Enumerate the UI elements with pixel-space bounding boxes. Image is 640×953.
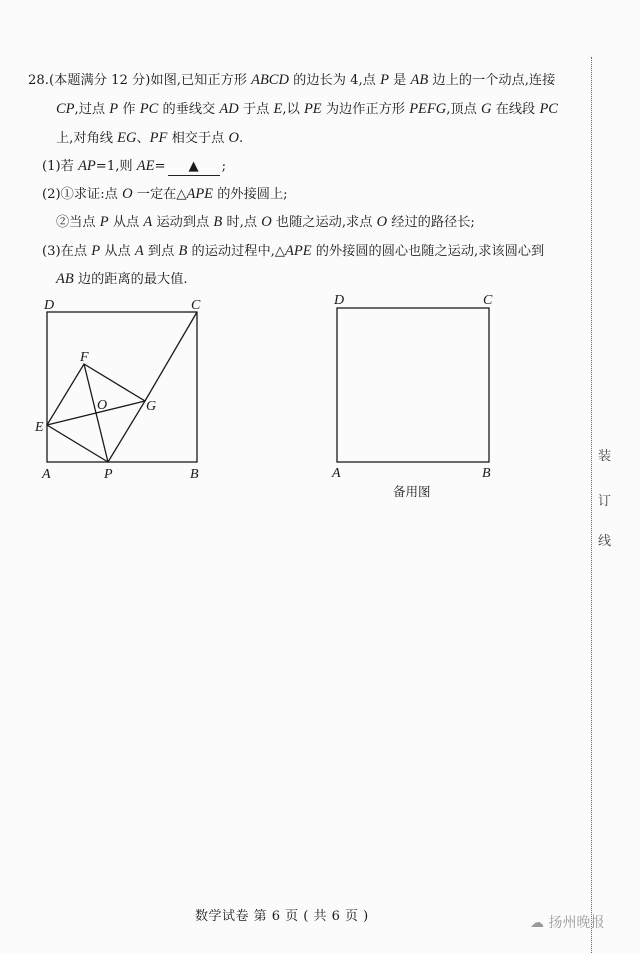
- math: O: [261, 214, 272, 230]
- math: PEFG: [409, 101, 447, 117]
- text: 的垂线交: [158, 102, 220, 117]
- label-F: F: [80, 350, 89, 365]
- text: ,过点: [74, 102, 110, 117]
- text: 从点: [100, 244, 135, 259]
- watermark: [530, 912, 604, 932]
- answer-blank: ▲: [168, 159, 220, 176]
- wechat-icon: ☁: [530, 915, 549, 931]
- text: 在线段: [491, 102, 540, 117]
- text: 上,对角线: [56, 131, 118, 146]
- math: EG: [117, 130, 137, 146]
- spare-label-B: B: [482, 466, 491, 481]
- label-G: G: [146, 399, 157, 414]
- math: P: [91, 243, 101, 259]
- diagonal-PF: [84, 364, 108, 462]
- math: AD: [219, 101, 239, 117]
- math: P: [99, 214, 109, 230]
- text: 的外接圆的圆心也随之运动,求该圆心到: [311, 244, 545, 259]
- text: 的外接圆上;: [213, 187, 288, 202]
- text: 是: [388, 73, 411, 88]
- text: 的运动过程中,△: [187, 244, 286, 259]
- question-number: 28.: [28, 73, 49, 88]
- text: 从点: [108, 215, 144, 230]
- math: PC: [539, 101, 558, 117]
- text: 作: [118, 102, 140, 117]
- label-O: O: [97, 398, 108, 413]
- text: 为边作正方形: [321, 102, 410, 117]
- text: .: [239, 131, 244, 146]
- text: ,以: [282, 102, 304, 117]
- text: 边上的一个动点,连接: [428, 73, 556, 88]
- segment-GC: [145, 312, 197, 401]
- math: O: [228, 130, 240, 146]
- text: 边的距离的最大值.: [73, 272, 188, 287]
- text: 相交于点: [167, 131, 229, 146]
- spare-label-D: D: [334, 293, 345, 308]
- math: E: [273, 101, 283, 117]
- text: 经过的路径长;: [387, 215, 475, 230]
- math: PE: [303, 101, 322, 117]
- spare-label-A: A: [332, 466, 341, 481]
- math: ABCD: [251, 72, 289, 88]
- math: O: [376, 214, 388, 230]
- text: 时,点: [222, 215, 262, 230]
- math: P: [380, 72, 389, 88]
- text: 的边长为 4,点: [288, 73, 381, 88]
- math: AB: [410, 72, 429, 88]
- spare-label-C: C: [483, 293, 493, 308]
- text: =1,则: [95, 159, 137, 174]
- text: 运动到点: [152, 215, 214, 230]
- spare-figure-caption: 备用图: [393, 484, 431, 499]
- text: 到点: [143, 244, 179, 259]
- math: APE: [186, 186, 214, 202]
- math: PC: [139, 101, 159, 117]
- text: ;: [221, 159, 227, 174]
- math: PF: [149, 130, 168, 146]
- text: 于点: [238, 102, 274, 117]
- binding-char-3: 线: [598, 534, 612, 549]
- label-A: A: [42, 467, 51, 482]
- page-footer: 数学试卷 第 6 页 ( 共 6 页 ): [195, 909, 369, 924]
- label-P: P: [104, 467, 113, 482]
- math: B: [178, 243, 188, 259]
- text: (1)若: [42, 159, 79, 174]
- math: AB: [56, 271, 74, 287]
- math: A: [134, 243, 144, 259]
- math: O: [122, 186, 133, 202]
- text: ,顶点: [446, 102, 481, 117]
- label-C: C: [191, 298, 201, 313]
- text: (2)①求证:点: [42, 187, 123, 202]
- watermark-text: 扬州晚报: [548, 915, 605, 931]
- text: 也随之运动,求点: [271, 215, 377, 230]
- math: APE: [285, 243, 312, 259]
- text: =: [154, 159, 166, 174]
- text: ②当点: [56, 215, 100, 230]
- math: B: [213, 214, 223, 230]
- binding-char-1: 装: [598, 449, 612, 464]
- label-B: B: [190, 467, 199, 482]
- math: A: [143, 214, 153, 230]
- label-E: E: [35, 420, 44, 435]
- label-D: D: [44, 298, 55, 313]
- text: 一定在△: [132, 187, 187, 202]
- binding-line: [591, 57, 592, 953]
- text: (3)在点: [42, 244, 92, 259]
- math: AE: [136, 158, 155, 174]
- text: 、: [136, 131, 150, 146]
- math: CP: [56, 101, 75, 117]
- math: P: [109, 101, 119, 117]
- binding-char-2: 订: [598, 494, 612, 509]
- math: G: [481, 101, 492, 117]
- spare-square: [337, 308, 489, 462]
- math: AP: [78, 158, 96, 174]
- score-note: (本题满分 12 分): [48, 73, 151, 88]
- text: 如图,已知正方形: [150, 73, 252, 88]
